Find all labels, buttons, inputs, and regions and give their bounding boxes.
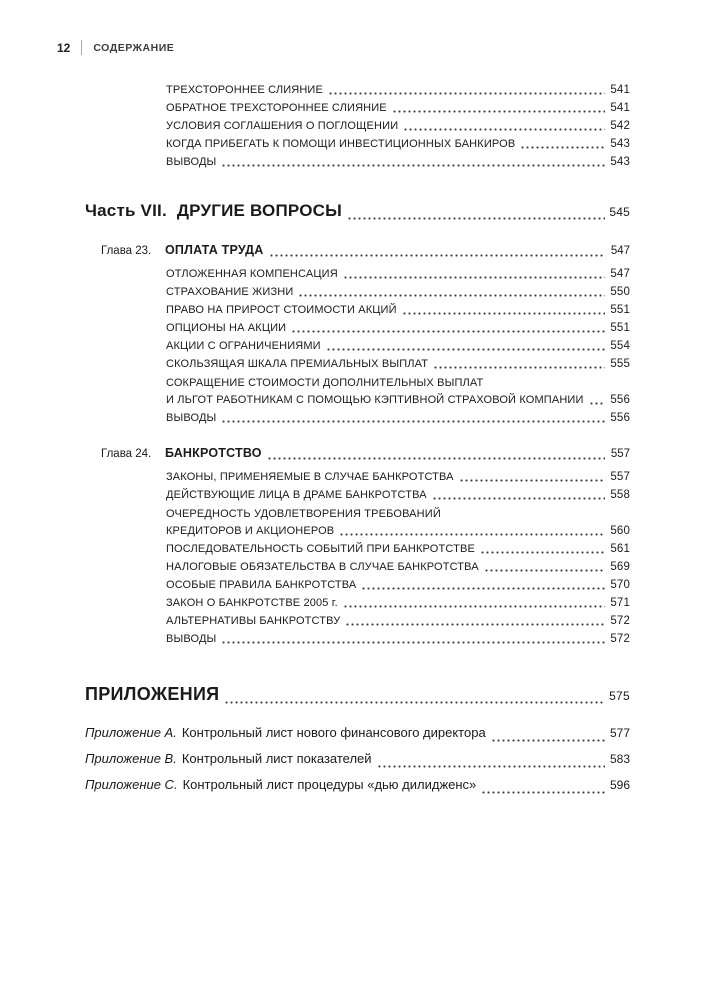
dot-leader (432, 486, 605, 504)
toc-entry (166, 540, 630, 558)
entry-page-number: 556 (610, 394, 630, 406)
entry-title: ЗАКОН О БАНКРОТСТВЕ 2005 г. (166, 597, 338, 609)
toc-entry (166, 409, 630, 427)
dot-leader (298, 283, 605, 301)
toc-section-continued (85, 81, 630, 171)
dot-leader (491, 720, 605, 746)
entry-title: СКОЛЬЗЯЩАЯ ШКАЛА ПРЕМИАЛЬНЫХ ВЫПЛАТ (166, 358, 429, 370)
part-page-number: 545 (609, 205, 630, 219)
entry-title: НАЛОГОВЫЕ ОБЯЗАТЕЛЬСТВА В СЛУЧАЕ БАНКРОТСТВА (166, 561, 479, 573)
entry-title: ОПЦИОНЫ НА АКЦИИ (166, 322, 287, 334)
toc-entry-line2 (166, 391, 630, 409)
dot-leader (589, 391, 605, 409)
toc-entry (166, 468, 630, 486)
entry-page-number: 556 (610, 412, 630, 424)
toc-entry (166, 99, 630, 117)
part-label: Часть VII. (85, 201, 167, 220)
toc-entry (166, 558, 630, 576)
dot-leader (481, 772, 605, 798)
entry-page-number: 551 (610, 322, 630, 334)
dot-leader (392, 99, 605, 117)
chapter-label: Глава 24. (101, 448, 152, 460)
toc-entry (166, 486, 630, 504)
appendix-page-number: 577 (609, 726, 630, 740)
appendix-label: Приложение A. (85, 725, 177, 740)
appendix-entry (85, 720, 630, 746)
dot-leader (484, 558, 605, 576)
toc-entry (166, 576, 630, 594)
entry-title: СТРАХОВАНИЕ ЖИЗНИ (166, 286, 294, 298)
entry-page-number: 555 (610, 358, 630, 370)
entry-title: АЛЬТЕРНАТИВЫ БАНКРОТСТВУ (166, 615, 341, 627)
entry-page-number: 554 (610, 340, 630, 352)
entry-page-number: 543 (610, 156, 630, 168)
dot-leader (339, 522, 605, 540)
entry-page-number: 542 (610, 120, 630, 132)
dot-leader (345, 612, 605, 630)
dot-leader (221, 409, 605, 427)
entry-page-number: 572 (610, 633, 630, 645)
entry-page-number: 560 (610, 525, 630, 537)
appendix-title: Контрольный лист нового финансового директора (181, 725, 486, 740)
dot-leader (402, 301, 605, 319)
chapter-23-block (85, 240, 630, 427)
entry-title-line1: СОКРАЩЕНИЕ СТОИМОСТИ ДОПОЛНИТЕЛЬНЫХ ВЫПЛАТ (166, 377, 484, 389)
dot-leader (520, 135, 605, 153)
entry-title: КОГДА ПРИБЕГАТЬ К ПОМОЩИ ИНВЕСТИЦИОННЫХ БАНКИРОВ (166, 138, 516, 150)
entry-page-number: 541 (610, 84, 630, 96)
toc-entry (166, 81, 630, 99)
entry-page-number: 550 (610, 286, 630, 298)
dot-leader (361, 576, 605, 594)
chapter-title: ОПЛАТА ТРУДА (165, 243, 264, 257)
appendices-page-number: 575 (609, 689, 630, 703)
dot-leader (326, 337, 605, 355)
entry-page-number: 547 (610, 268, 630, 280)
entry-title: ЗАКОНЫ, ПРИМЕНЯЕМЫЕ В СЛУЧАЕ БАНКРОТСТВА (166, 471, 454, 483)
appendix-title: Контрольный лист процедуры «дью дилидженс» (182, 777, 477, 792)
chapter-page-number: 547 (610, 245, 630, 257)
toc-entry (166, 630, 630, 648)
dot-leader (403, 117, 605, 135)
entry-title-line2: И ЛЬГОТ РАБОТНИКАМ С ПОМОЩЬЮ КЭПТИВНОЙ СТРАХОВОЙ КОМПАНИИ (166, 394, 584, 406)
toc-entry (166, 117, 630, 135)
header-title: СОДЕРЖАНИЕ (93, 41, 175, 54)
appendix-page-number: 583 (609, 752, 630, 766)
toc-entry (166, 355, 630, 373)
entry-title: ТРЕХСТОРОННЕЕ СЛИЯНИЕ (166, 84, 323, 96)
entry-title-line1: ОЧЕРЕДНОСТЬ УДОВЛЕТВОРЕНИЯ ТРЕБОВАНИЙ (166, 508, 441, 520)
toc-entry (166, 319, 630, 337)
entry-page-number: 557 (610, 471, 630, 483)
chapter-heading (85, 443, 630, 464)
entry-title: ОСОБЫЕ ПРАВИЛА БАНКРОТСТВА (166, 579, 357, 591)
entry-page-number: 558 (610, 489, 630, 501)
appendix-entry (85, 772, 630, 798)
page-folio: 12 (57, 40, 71, 55)
dot-leader (347, 199, 605, 224)
entry-page-number: 570 (610, 579, 630, 591)
entry-title: АКЦИИ С ОГРАНИЧЕНИЯМИ (166, 340, 321, 352)
entry-page-number: 572 (610, 615, 630, 627)
chapter-heading (85, 240, 630, 261)
dot-leader (291, 319, 605, 337)
running-header (57, 40, 630, 55)
entry-title: ВЫВОДЫ (166, 156, 217, 168)
chapter-page-number: 557 (610, 448, 630, 460)
chapter-23-entries (85, 265, 630, 427)
entry-page-number: 569 (610, 561, 630, 573)
appendix-label: Приложение C. (85, 777, 178, 792)
part-title: ДРУГИЕ ВОПРОСЫ (176, 201, 342, 220)
toc-entry (166, 612, 630, 630)
part-heading (85, 199, 630, 224)
dot-leader (480, 540, 605, 558)
entry-title: ДЕЙСТВУЮЩИЕ ЛИЦА В ДРАМЕ БАНКРОТСТВА (166, 489, 427, 501)
entry-title: ПОСЛЕДОВАТЕЛЬНОСТЬ СОБЫТИЙ ПРИ БАНКРОТСТВЕ (166, 543, 475, 555)
entry-page-number: 541 (610, 102, 630, 114)
appendices-heading (85, 682, 630, 708)
entry-title: ОТЛОЖЕННАЯ КОМПЕНСАЦИЯ (166, 268, 338, 280)
toc-entry (166, 265, 630, 283)
entry-title: ВЫВОДЫ (166, 633, 217, 645)
toc-entry (166, 135, 630, 153)
entry-page-number: 571 (610, 597, 630, 609)
entry-title-line2: КРЕДИТОРОВ И АКЦИОНЕРОВ (166, 525, 335, 537)
header-divider (81, 40, 82, 55)
dot-leader (343, 265, 605, 283)
toc-entry (166, 594, 630, 612)
dot-leader (267, 443, 605, 464)
toc-entry-twoline (166, 373, 630, 409)
dot-leader (224, 682, 605, 708)
toc-entry (166, 153, 630, 171)
chapter-24-block (85, 443, 630, 648)
dot-leader (221, 630, 605, 648)
toc-entry-twoline (166, 504, 630, 540)
dot-leader (459, 468, 605, 486)
toc-entry (166, 301, 630, 319)
appendix-page-number: 596 (609, 778, 630, 792)
chapter-24-entries (85, 468, 630, 648)
entry-page-number: 543 (610, 138, 630, 150)
toc-entry-line2 (166, 522, 630, 540)
entry-page-number: 561 (610, 543, 630, 555)
dot-leader (221, 153, 605, 171)
dot-leader (343, 594, 605, 612)
dot-leader (433, 355, 605, 373)
dot-leader (328, 81, 605, 99)
entry-title: ПРАВО НА ПРИРОСТ СТОИМОСТИ АКЦИЙ (166, 304, 397, 316)
entry-page-number: 551 (610, 304, 630, 316)
toc-content (85, 81, 630, 798)
toc-entry (166, 283, 630, 301)
appendix-title: Контрольный лист показателей (181, 751, 372, 766)
toc-entry (166, 337, 630, 355)
dot-leader (269, 240, 605, 261)
chapter-title: БАНКРОТСТВО (165, 446, 262, 460)
appendices-title: ПРИЛОЖЕНИЯ (85, 684, 220, 704)
entry-title: ВЫВОДЫ (166, 412, 217, 424)
entry-title: УСЛОВИЯ СОГЛАШЕНИЯ О ПОГЛОЩЕНИИ (166, 120, 399, 132)
appendix-list (85, 720, 630, 798)
appendix-label: Приложение B. (85, 751, 177, 766)
appendix-entry (85, 746, 630, 772)
dot-leader (377, 746, 605, 772)
entry-title: ОБРАТНОЕ ТРЕХСТОРОННЕЕ СЛИЯНИЕ (166, 102, 387, 114)
chapter-label: Глава 23. (101, 245, 152, 257)
